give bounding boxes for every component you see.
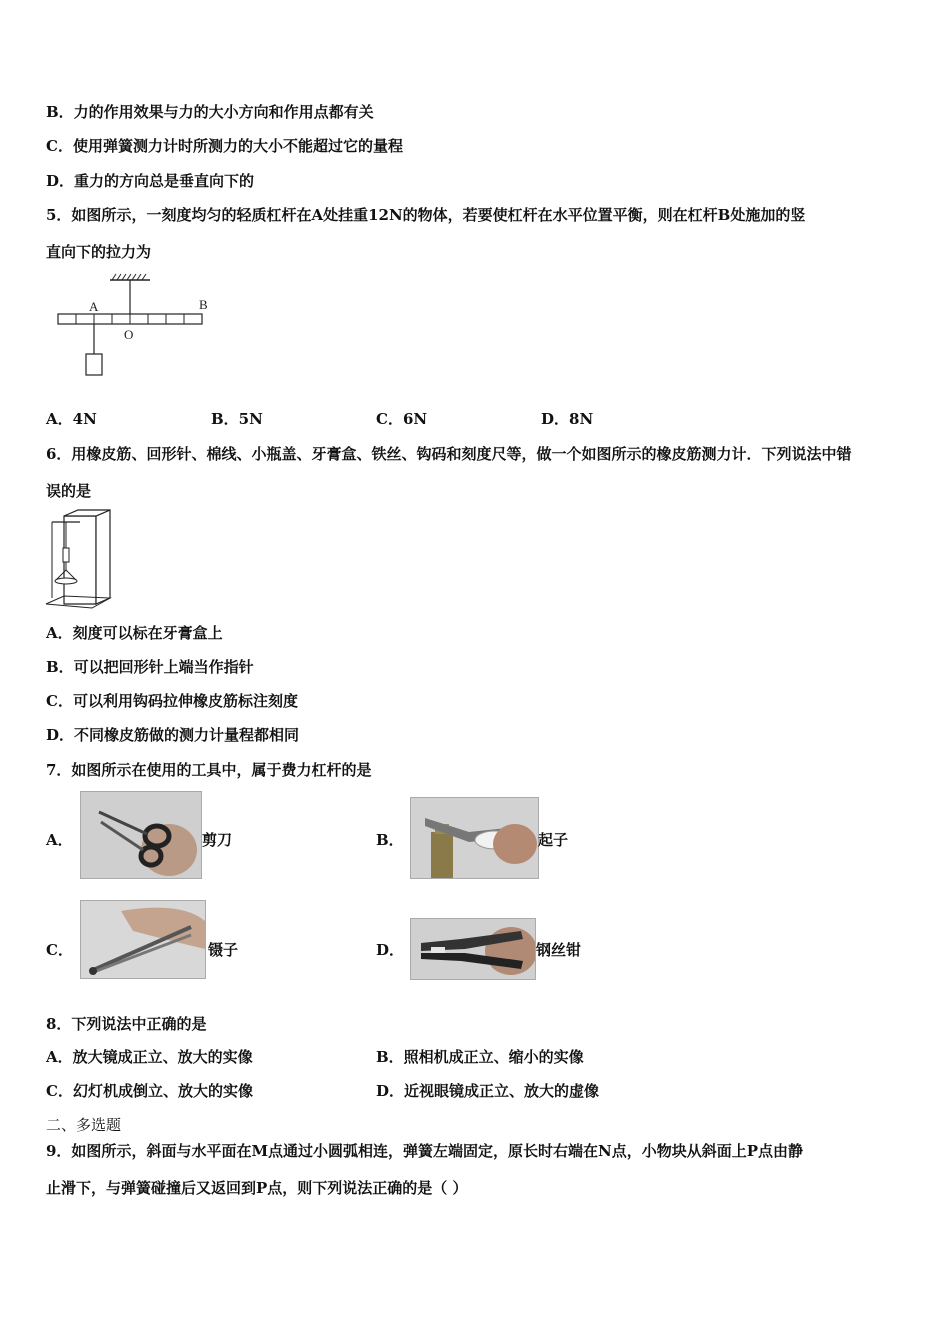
q7-text: 7．如图所示在使用的工具中，属于费力杠杆的是 (46, 761, 372, 779)
rubber-band-force-meter-diagram (44, 508, 124, 612)
lever-label-a: A (89, 299, 99, 314)
q7-option-c-letter: C． (46, 941, 73, 959)
lever-label-o: O (124, 327, 134, 342)
section-title-multiple-choice: 二、多选题 (46, 1116, 122, 1134)
q7-option-b-letter: B． (376, 831, 404, 849)
q7-option-c-caption: 镊子 (208, 941, 239, 959)
q6-option-b: B．可以把回形针上端当作指针 (46, 658, 254, 676)
q9-text-line2: 止滑下，与弹簧碰撞后又返回到P点，则下列说法正确的是（ ） (46, 1179, 468, 1197)
tweezers-photo (80, 900, 206, 979)
q7-option-b-caption: 起子 (538, 831, 569, 849)
bottle-opener-photo (410, 797, 539, 879)
q7-option-a-caption: 剪刀 (202, 831, 233, 849)
q8-option-a: A．放大镜成正立、放大的实像 (46, 1048, 253, 1066)
q8-option-c: C．幻灯机成倒立、放大的实像 (46, 1082, 253, 1100)
q6-option-d: D．不同橡皮筋做的测力计量程都相同 (46, 726, 300, 744)
q4-option-d: D．重力的方向总是垂直向下的 (46, 172, 255, 190)
q5-option-a: A．4N (46, 410, 97, 428)
q7-option-d-caption: 钢丝钳 (536, 941, 582, 959)
scissors-photo (80, 791, 202, 879)
q9-text-line1: 9．如图所示，斜面与水平面在M点通过小圆弧相连，弹簧左端固定，原长时右端在N点，小物块从斜面上P点由静 (46, 1142, 804, 1160)
q6-text-line2: 误的是 (46, 482, 92, 500)
q5-option-d: D．8N (541, 410, 594, 428)
q6-option-c: C．可以利用钩码拉伸橡皮筋标注刻度 (46, 692, 298, 710)
q8-text: 8．下列说法中正确的是 (46, 1015, 207, 1033)
q6-text-line1: 6．用橡皮筋、回形针、棉线、小瓶盖、牙膏盒、铁丝、钩码和刻度尺等，做一个如图所示的橡皮筋测力计．下列说法中错 (46, 445, 852, 463)
q8-option-d: D．近视眼镜成正立、放大的虚像 (376, 1082, 600, 1100)
q7-option-d-letter: D． (376, 941, 405, 959)
q8-option-b: B．照相机成正立、缩小的实像 (376, 1048, 584, 1066)
lever-diagram (50, 270, 220, 382)
q4-option-b: B．力的作用效果与力的大小方向和作用点都有关 (46, 103, 374, 121)
q5-option-c: C．6N (376, 410, 428, 428)
q5-option-b: B．5N (211, 410, 263, 428)
q5-text-line2: 直向下的拉力为 (46, 243, 152, 261)
pliers-photo (410, 918, 536, 980)
q7-option-a-letter: A． (46, 831, 73, 849)
q5-text-line1: 5．如图所示，一刻度均匀的轻质杠杆在A处挂重12N的物体，若要使杠杆在水平位置平衡，则在杠杆B处施加的竖 (46, 206, 806, 224)
lever-label-b: B (199, 297, 208, 312)
q4-option-c: C．使用弹簧测力计时所测力的大小不能超过它的量程 (46, 137, 403, 155)
q6-option-a: A．刻度可以标在牙膏盒上 (46, 624, 223, 642)
